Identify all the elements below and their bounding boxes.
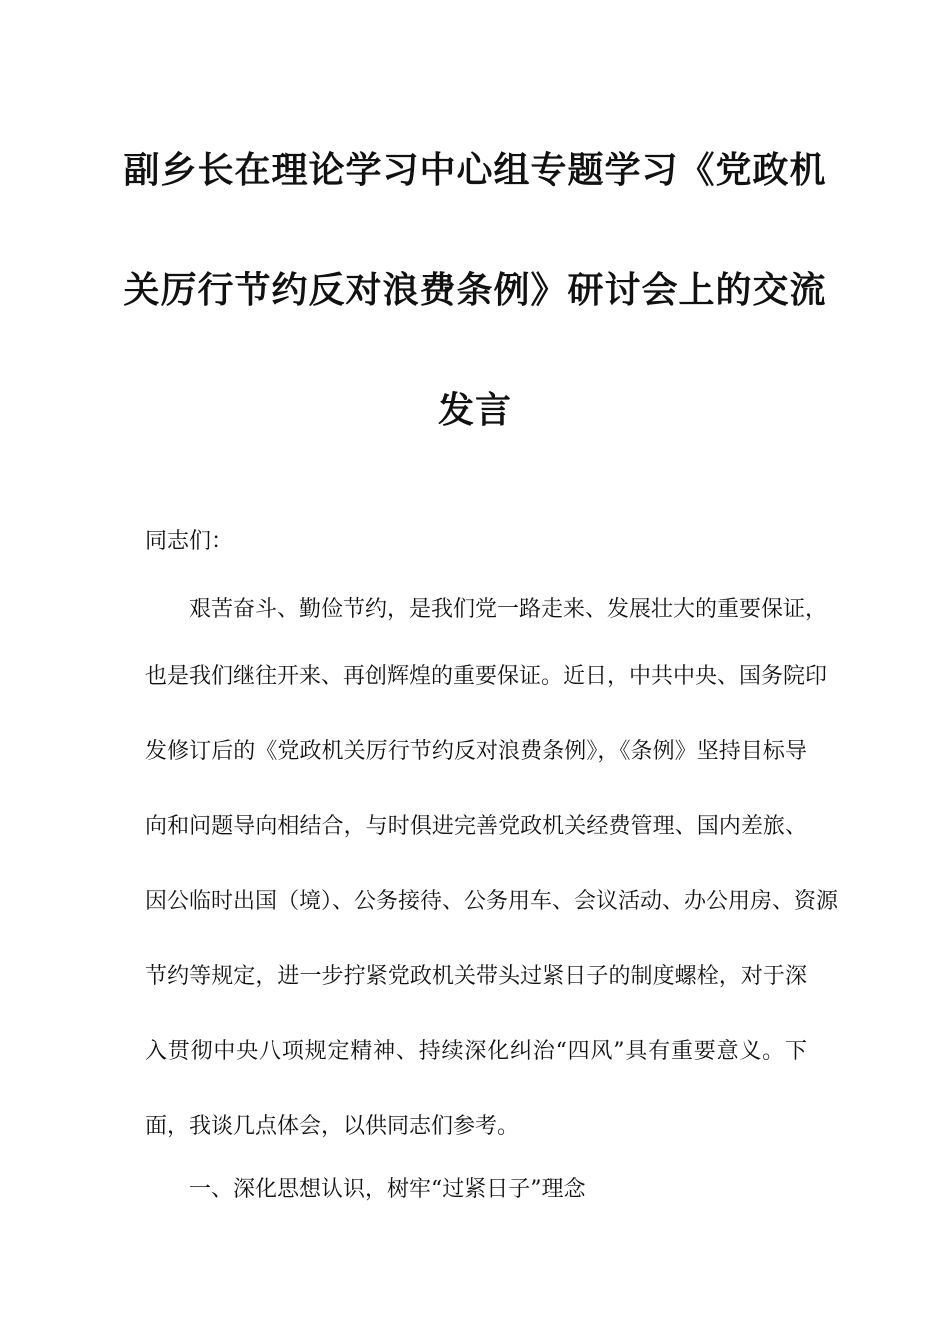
- salutation: 同志们：: [145, 529, 234, 554]
- section-heading: 一、深化思想认识，树牢“过紧日子”理念: [189, 1177, 586, 1202]
- paragraph-line: 也是我们继往开来、再创辉煌的重要保证。近日，中共中央、国务院印: [145, 664, 828, 689]
- document-title-line-3: 发言: [437, 389, 512, 431]
- paragraph-line: 发修订后的《党政机关厉行节约反对浪费条例》，《条例》坚持目标导: [145, 739, 807, 764]
- paragraph-line: 入贯彻中央八项规定精神、持续深化纠治“四风”具有重要意义。下: [145, 1039, 807, 1064]
- paragraph-line: 艰苦奋斗、勤俭节约，是我们党一路走来、发展壮大的重要保证，: [189, 597, 828, 622]
- paragraph-line: 因公临时出国（境）、公务接待、公务用车、会议活动、办公用房、资源: [145, 889, 839, 914]
- document-title-line-2: 关厉行节约反对浪费条例》研讨会上的交流: [123, 269, 827, 311]
- paragraph-line: 节约等规定，进一步拧紧党政机关带头过紧日子的制度螺栓，对于深: [145, 964, 807, 989]
- paragraph-line: 面，我谈几点体会，以供同志们参考。: [145, 1114, 520, 1139]
- paragraph-line: 向和问题导向相结合，与时俱进完善党政机关经费管理、国内差旅、: [145, 814, 807, 839]
- document-title-line-1: 副乡长在理论学习中心组专题学习《党政机: [123, 149, 827, 191]
